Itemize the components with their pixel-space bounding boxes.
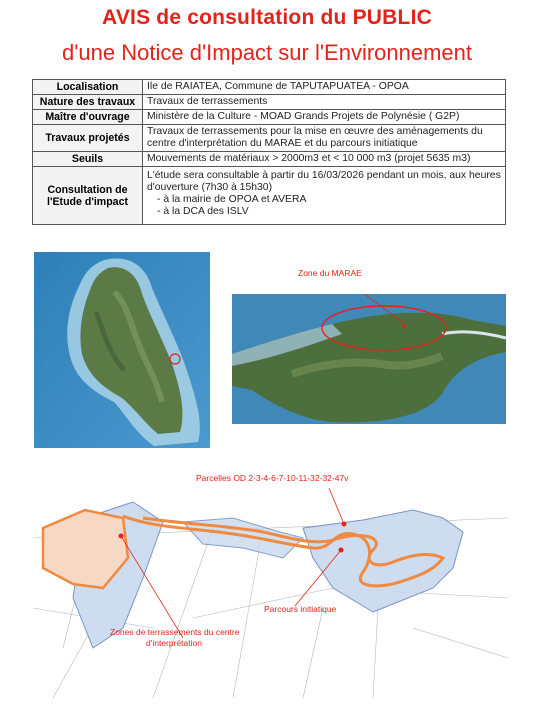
row-value: Travaux de terrassements: [143, 95, 506, 110]
row-travaux: [33, 125, 506, 152]
row-consultation: [33, 167, 506, 225]
row-value: Ile de RAIATEA, Commune de TAPUTAPUATEA - OPOA: [143, 80, 506, 95]
consultation-cell: [143, 167, 506, 225]
row-value: Ministère de la Culture - MOAD Grands Projets de Polynésie ( G2P): [143, 110, 506, 125]
row-seuils: [33, 152, 506, 167]
row-localisation: [33, 80, 506, 95]
parcours-label: Parcours initiatique: [264, 604, 337, 614]
parcel-plan-map: [33, 488, 508, 698]
consultation-text: L'étude sera consultable à partir du 16/03/2026 pendant un mois, aux heures d'ouverture (7h30 à 15h30): [147, 170, 501, 193]
info-table: [32, 79, 506, 225]
zone-marae-label: Zone du MARAE: [298, 268, 362, 278]
island-overview-map: [34, 252, 210, 448]
parcelles-label: Parcelles OD 2-3-4-6-7-10-11-32-32-47v: [196, 473, 349, 483]
notice-title: AVIS de consultation du PUBLIC: [102, 6, 432, 29]
row-maitre: [33, 110, 506, 125]
row-label: Travaux projetés: [33, 125, 143, 152]
list-item: - à la DCA des ISLV: [157, 206, 501, 218]
terrassement-label-1: Zones de terrassements du centre: [110, 627, 240, 637]
row-value: Travaux de terrassements pour la mise en œuvre des aménagements du centre d'interprétation du MARAE et du parcours initiatique: [143, 125, 506, 152]
row-label: Maître d'ouvrage: [33, 110, 143, 125]
list-item: - à la mairie de OPOA et AVERA: [157, 194, 501, 206]
row-label: Seuils: [33, 152, 143, 167]
row-value: Mouvements de matériaux > 2000m3 et < 10 000 m3 (projet 5635 m3): [143, 152, 506, 167]
notice-subtitle: d'une Notice d'Impact sur l'Environnement: [61, 40, 473, 65]
row-label: Nature des travaux: [33, 95, 143, 110]
terrassement-label-2: d'interprétation: [146, 638, 202, 648]
aerial-marae-map: [232, 294, 506, 424]
row-nature: [33, 95, 506, 110]
row-label: Localisation: [33, 80, 143, 95]
row-label: Consultation de l'Etude d'impact: [33, 167, 143, 225]
consultation-list: [147, 194, 501, 218]
